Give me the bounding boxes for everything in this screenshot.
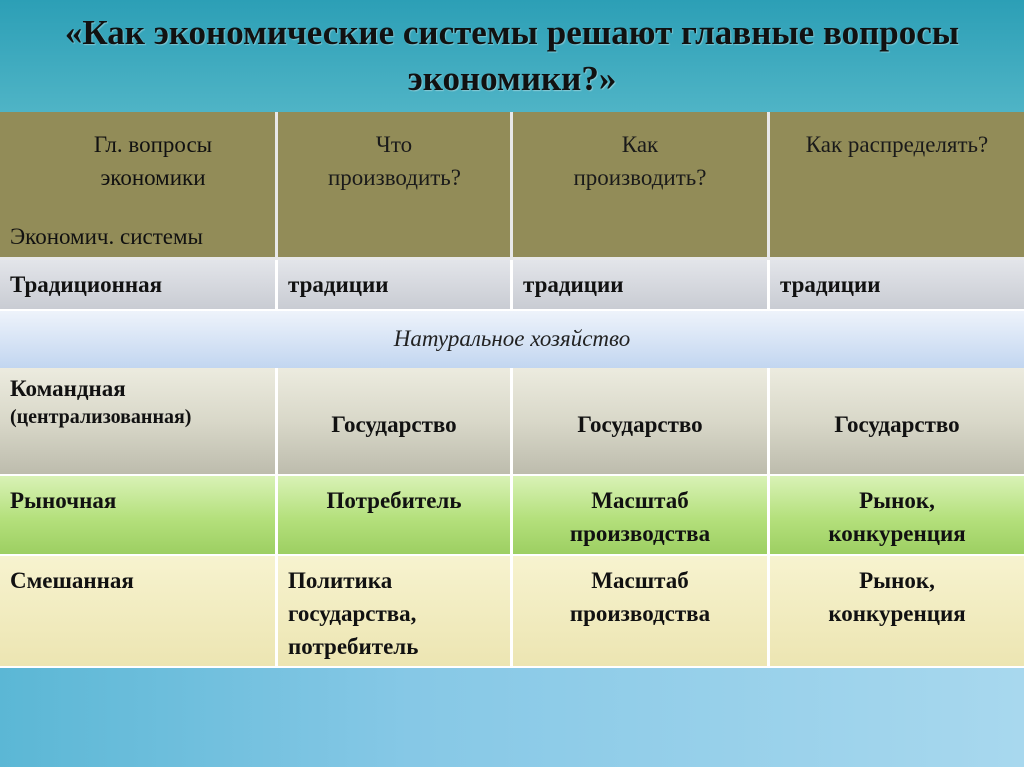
row-traditional-cell-2 [513, 260, 770, 311]
row-command-cell-1 [278, 368, 513, 476]
row-command-value-3: Государство [834, 412, 960, 437]
row-traditional-name-cell [0, 260, 278, 311]
header-economic-systems: Экономич. системы [10, 224, 203, 249]
row-command-cell-2 [513, 368, 770, 476]
row-mixed-value-2: Масштаб производства [569, 568, 711, 626]
row-market-value-2: Масштаб производства [569, 488, 711, 546]
row-command-value-1: Государство [331, 412, 457, 437]
row-market-name: Рыночная [10, 488, 117, 513]
row-traditional-name: Традиционная [10, 272, 163, 297]
slide-title [0, 0, 1024, 112]
row-command-cell-3 [770, 368, 1024, 476]
row-command-name-cell [0, 368, 278, 476]
row-mixed-cell-3 [770, 556, 1024, 668]
row-mixed-name-cell [0, 556, 278, 668]
natural-economy-label: Натуральное хозяйство [393, 326, 631, 351]
row-traditional-cell-3 [770, 260, 1024, 311]
header-what-to-produce-text: Что производить? [328, 132, 462, 190]
row-natural-economy [0, 311, 1024, 368]
row-traditional-value-2: традиции [523, 272, 624, 297]
row-market-value-3: Рынок, конкуренция [828, 488, 966, 546]
header-how-to-distribute [770, 112, 1024, 260]
header-how-to-distribute-text: Как распределять? [805, 132, 989, 157]
row-market-cell-2 [513, 476, 770, 556]
row-traditional-value-3: традиции [780, 272, 881, 297]
bottom-background-band [0, 668, 1024, 767]
row-market-cell-3 [770, 476, 1024, 556]
header-how-to-produce [513, 112, 770, 260]
row-market-value-1: Потребитель [326, 488, 462, 513]
header-what-to-produce [278, 112, 513, 260]
row-market-cell-1 [278, 476, 513, 556]
row-traditional-cell-1 [278, 260, 513, 311]
slide-title-text: «Как экономические системы решают главные вопросы экономики?» [64, 13, 960, 98]
row-command-name: Командная [10, 376, 126, 401]
header-corner-cell [0, 112, 278, 260]
header-main-questions: Гл. вопросы экономики [93, 132, 213, 190]
row-mixed-cell-1 [278, 556, 513, 668]
row-mixed-value-1: Политика государства, потребитель [288, 568, 419, 659]
row-mixed-value-3: Рынок, конкуренция [828, 568, 966, 626]
row-mixed-cell-2 [513, 556, 770, 668]
row-traditional-value-1: традиции [288, 272, 389, 297]
row-command-sub: (централизованная) [10, 406, 192, 428]
row-mixed-name: Смешанная [10, 568, 134, 593]
row-command-value-2: Государство [577, 412, 703, 437]
row-market-name-cell [0, 476, 278, 556]
header-how-to-produce-text: Как производить? [573, 132, 707, 190]
